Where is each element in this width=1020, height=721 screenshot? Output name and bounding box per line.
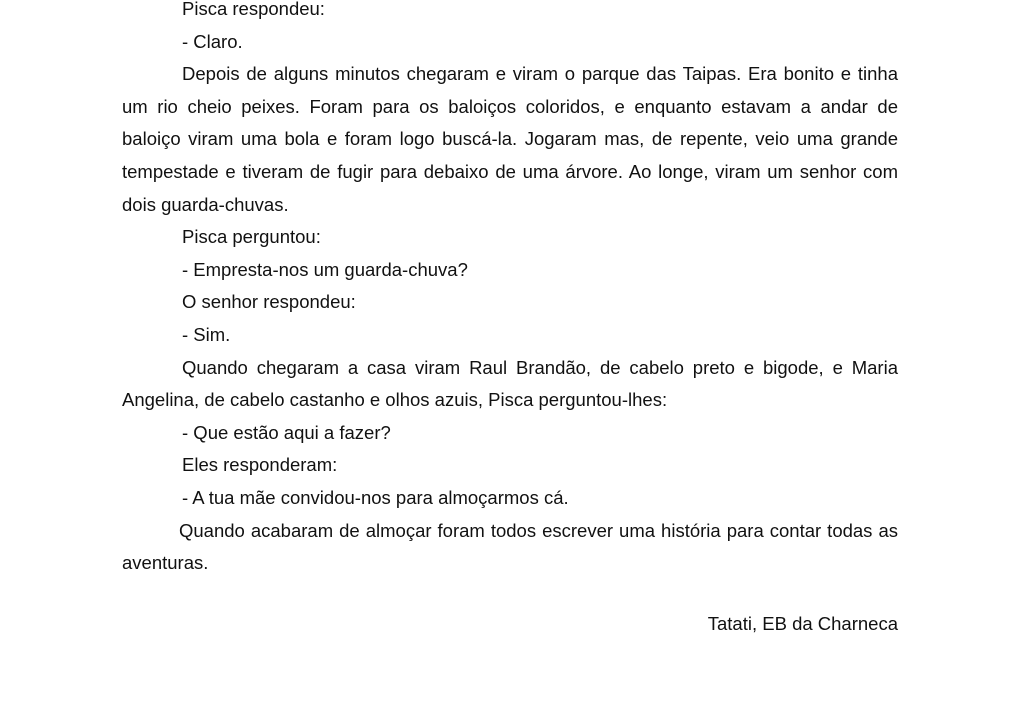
paragraph-senhor-respondeu: O senhor respondeu:: [182, 291, 356, 313]
paragraph-acabaram-almocar: Quando acabaram de almoçar foram todos escrever uma história para contar todas as aventuras.: [122, 519, 898, 574]
paragraph-que-estao-fazer: - Que estão aqui a fazer?: [182, 421, 391, 443]
paragraph-pisca-perguntou: Pisca perguntou:: [182, 226, 321, 248]
paragraph-sim: - Sim.: [182, 323, 231, 345]
paragraph-empresta-guarda-chuva: - Empresta-nos um guarda-chuva?: [182, 258, 468, 280]
author-signature: Tatati, EB da Charneca: [707, 613, 898, 634]
paragraph-mae-convidou: - A tua mãe convidou-nos para almoçarmos cá.: [182, 486, 569, 508]
paragraph-eles-responderam: Eles responderam:: [182, 454, 338, 476]
paragraph-pisca-respondeu: Pisca respondeu:: [182, 0, 325, 19]
paragraph-parque-taipas: Depois de alguns minutos chegaram e viram o parque das Taipas. Era bonito e tinha um rio cheio peixes. Foram para os baloiços coloridos, e enquanto estavam a andar de baloiço viram uma bola e foram logo buscá-la. Jogaram mas, de repente, veio uma grande tempestade e tiveram de fugir para debaixo de uma árvore. Ao longe, viram um senhor com dois guarda-chuvas.: [122, 63, 898, 215]
paragraph-chegaram-casa: Quando chegaram a casa viram Raul Brandão, de cabelo preto e bigode, e Maria Angelina, de cabelo castanho e olhos azuis, Pisca perguntou-lhes:: [122, 356, 898, 411]
story-text: [122, 0, 898, 580]
paragraph-claro: - Claro.: [182, 30, 243, 52]
